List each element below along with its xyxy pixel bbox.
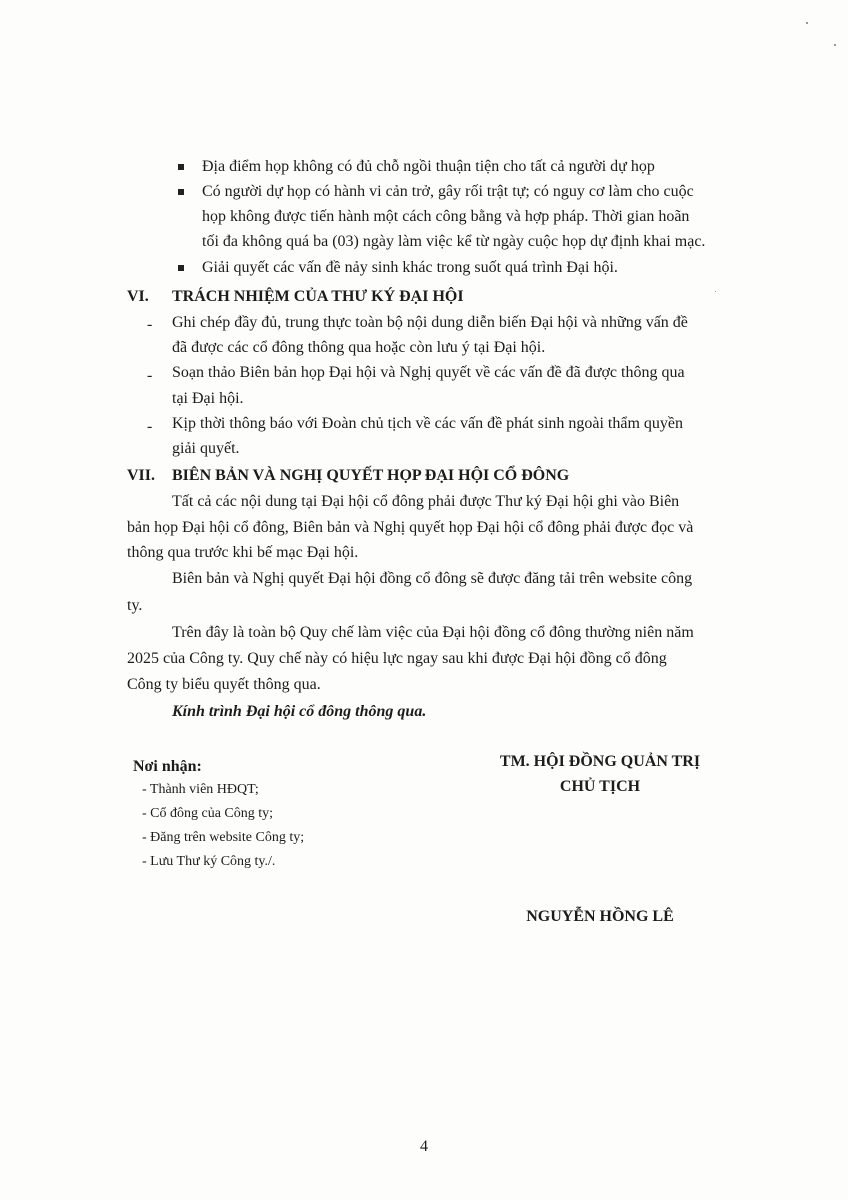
bullet-item-2-line-2: họp không được tiến hành một cách công bằng và hợp pháp. Thời gian hoãn: [202, 208, 690, 225]
closing-request: Kính trình Đại hội cổ đông thông qua.: [172, 703, 427, 720]
dash-marker: -: [147, 418, 153, 435]
section-6-number: VI.: [127, 288, 149, 305]
bullet-square-icon: [178, 265, 184, 271]
scan-speck: [806, 22, 808, 24]
section-7-number: VII.: [127, 467, 156, 484]
section-6-item-2-line-2: tại Đại hội.: [172, 390, 244, 407]
recipient-item: - Đăng trên website Công ty;: [142, 830, 305, 845]
page-number: 4: [420, 1138, 428, 1155]
recipients-title: Nơi nhận:: [133, 758, 202, 775]
bullet-square-icon: [178, 189, 184, 195]
signature-title: TM. HỘI ĐỒNG QUẢN TRỊ: [499, 753, 701, 770]
section-7-para-3-line-3: Công ty biểu quyết thông qua.: [127, 676, 321, 693]
recipient-item: - Cổ đông của Công ty;: [142, 806, 274, 821]
section-7-title: BIÊN BẢN VÀ NGHỊ QUYẾT HỌP ĐẠI HỘI CỔ ĐÔNG: [172, 467, 570, 484]
dash-marker: -: [147, 316, 153, 333]
bullet-item-1-line-1: Địa điểm họp không có đủ chỗ ngồi thuận tiện cho tất cả người dự họp: [202, 158, 655, 175]
section-6-item-1-line-2: đã được các cổ đông thông qua hoặc còn lưu ý tại Đại hội.: [172, 339, 546, 356]
section-6-item-2-line-1: Soạn thảo Biên bản họp Đại hội và Nghị quyết về các vấn đề đã được thông qua: [172, 364, 685, 381]
section-6-title: TRÁCH NHIỆM CỦA THƯ KÝ ĐẠI HỘI: [172, 288, 464, 305]
section-6-item-1-line-1: Ghi chép đầy đủ, trung thực toàn bộ nội dung diễn biến Đại hội và những vấn đề: [172, 314, 688, 331]
signature-position: CHỦ TỊCH: [559, 778, 641, 795]
section-7-para-3-line-1: Trên đây là toàn bộ Quy chế làm việc của Đại hội đồng cổ đông thường niên năm: [172, 624, 694, 641]
scan-speck: [834, 44, 836, 46]
bullet-square-icon: [178, 164, 184, 170]
section-7-para-1-line-2: bản họp Đại hội cổ đông, Biên bản và Nghị quyết họp Đại hội cổ đông phải được đọc và: [127, 519, 694, 536]
section-7-para-3-line-2: 2025 của Công ty. Quy chế này có hiệu lực ngay sau khi được Đại hội đồng cổ đông: [127, 650, 667, 667]
bullet-item-2-line-3: tối đa không quá ba (03) ngày làm việc kể từ ngày cuộc họp dự định khai mạc.: [202, 233, 706, 250]
section-6-item-3-line-2: giải quyết.: [172, 440, 240, 457]
dash-marker: -: [147, 367, 153, 384]
section-7-para-1-line-1: Tất cả các nội dung tại Đại hội cổ đông phải được Thư ký Đại hội ghi vào Biên: [172, 493, 680, 510]
bullet-item-2-line-1: Có người dự họp có hành vi cản trở, gây rối trật tự; có nguy cơ làm cho cuộc: [202, 183, 694, 200]
section-7-para-2-line-2: ty.: [127, 597, 143, 614]
bullet-item-3-line-1: Giải quyết các vấn đề nảy sinh khác trong suốt quá trình Đại hội.: [202, 259, 618, 276]
section-7-para-1-line-3: thông qua trước khi bế mạc Đại hội.: [127, 544, 359, 561]
recipient-item: - Lưu Thư ký Công ty./.: [142, 854, 276, 869]
section-7-para-2-line-1: Biên bản và Nghị quyết Đại hội đồng cổ đông sẽ được đăng tải trên website công: [172, 570, 693, 587]
scan-speck: [715, 291, 716, 292]
signatory-name: NGUYỄN HỒNG LÊ: [526, 908, 674, 925]
section-6-item-3-line-1: Kịp thời thông báo với Đoàn chủ tịch về các vấn đề phát sinh ngoài thẩm quyền: [172, 415, 684, 432]
recipient-item: - Thành viên HĐQT;: [142, 782, 259, 797]
